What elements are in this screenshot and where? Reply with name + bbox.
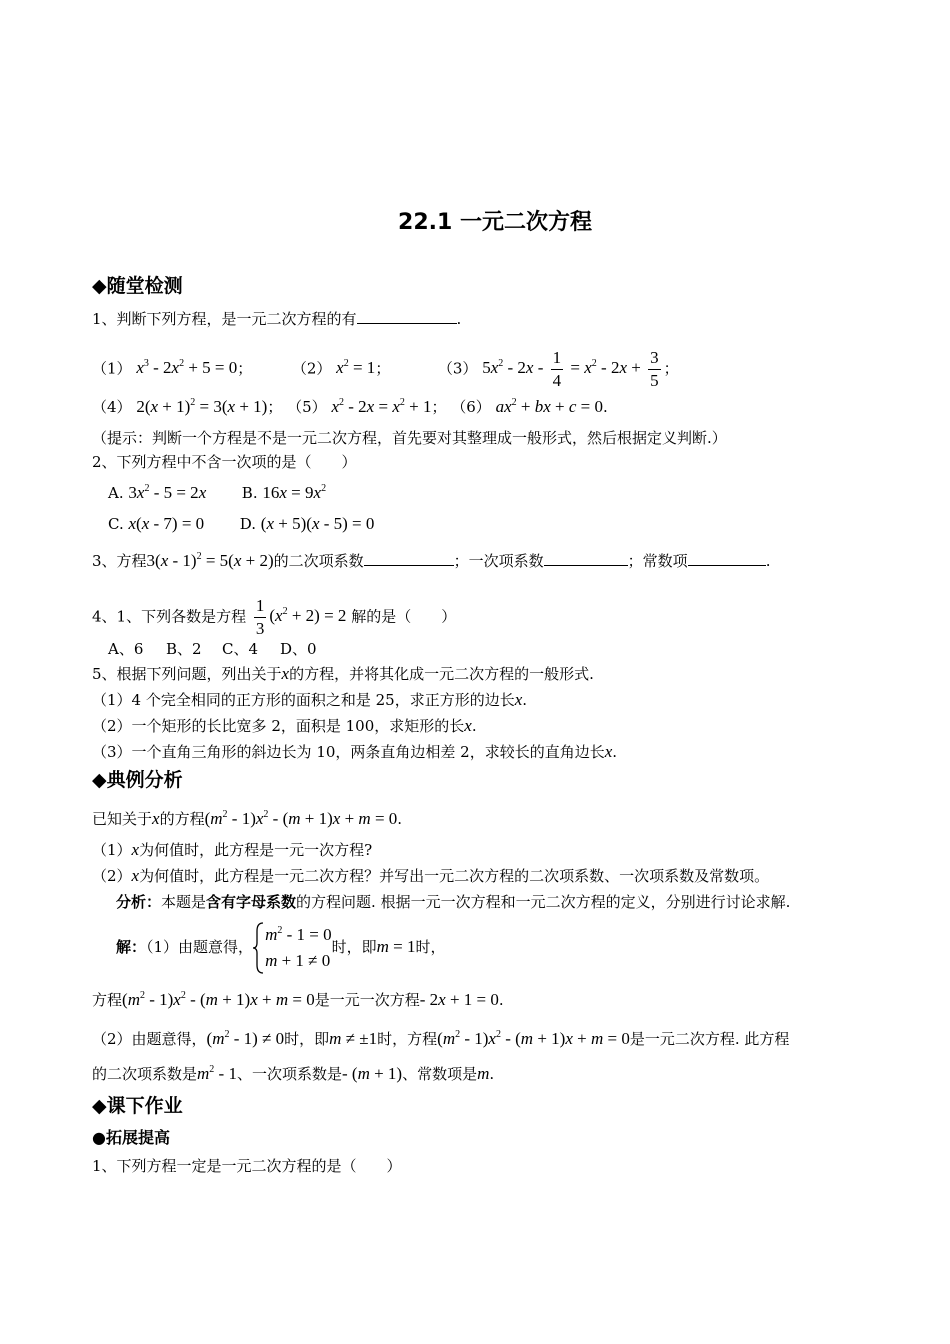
punct: .: [612, 743, 618, 761]
solution-text: 时，: [415, 938, 446, 956]
item-label: （3）: [437, 359, 478, 378]
option-a: $3x^2 - 5 = 2x$: [128, 483, 207, 502]
part-label: （1）: [92, 841, 132, 859]
example-equation: $(m^2 - 1)x^2 - (m + 1)x + m = 0$: [204, 809, 398, 828]
option-b-label: B.: [241, 484, 258, 502]
item-label: （1）: [92, 359, 132, 378]
question-5-part-1: （1）4 个完全相同的正方形的面积之和是 25，求正方形的边长x.: [92, 690, 528, 709]
question-3-text: ；常数项: [627, 552, 688, 570]
analysis-text: 本题是: [161, 893, 207, 911]
example-analysis: [116, 892, 790, 912]
question-1-hint: （提示：判断一个方程是不是一元二次方程，首先要对其整理成一般形式，然后根据定义判断.）: [92, 429, 727, 447]
brace-icon: [253, 921, 265, 975]
example-solution-line-3: 的二次项系数是$m^2 - 1$、一次项系数是- (m + 1)、常数项是m.: [92, 1064, 495, 1083]
part-text: （2）一个矩形的长比宽多 2，面积是 100，求矩形的长: [92, 717, 465, 735]
question-5-text: 5、根据下列问题，列出关于: [92, 665, 282, 683]
question-4-equation: $\frac{1}{3}$ $(x^2 + 2) = 2$: [255, 596, 347, 638]
example-solution-1: 解：（1）由题意得， $m^2 - 1 = 0$ m + 1 ≠ 0 时，即m = 1时，: [116, 918, 446, 976]
punct: .: [765, 552, 771, 570]
answer-blank: [688, 551, 766, 566]
solution-text: 时，即: [284, 1030, 330, 1048]
subsection-extend: ●拓展提高: [92, 1128, 170, 1147]
analysis-keyword: 含有字母系数: [206, 893, 297, 911]
punct: .: [471, 717, 477, 735]
option-c: C、4: [222, 640, 259, 658]
answer-blank: [357, 309, 457, 324]
answer-blank: [544, 551, 628, 566]
part-text: 为何值时，此方程是一元二次方程？并写出一元二次方程的二次项系数、一次项系数及常数项。: [139, 867, 770, 885]
solution-text: 是一元一次方程: [314, 991, 420, 1009]
option-a-label: A.: [108, 484, 124, 502]
solution-label: 解：: [116, 938, 147, 956]
question-4: [92, 595, 456, 640]
question-5-text: 的方程，并将其化成一元二次方程的一般形式.: [289, 665, 594, 683]
option-d: (x + 5)(x - 5) = 0: [260, 514, 375, 533]
equation-4: $2(x + 1)^2 = 3(x + 1)$: [136, 397, 268, 416]
question-1-items-row-1: （1） $x^3 - 2x^2 + 5 = 0$； （2） $x^2 = 1$； （3） $5x^2 - 2x$ - $\frac{1}{4}$ = $x^2 - 2x$ + $\frac{3}{5}$ ；: [92, 348, 679, 390]
part-label: （2）: [92, 867, 132, 885]
question-3-text: ；一次项系数: [453, 552, 544, 570]
option-b: B、2: [166, 640, 202, 658]
section-homework: ◆课下作业: [92, 1095, 183, 1117]
option-c: x(x - 7) = 0: [128, 514, 205, 533]
part-text: （3）一个直角三角形的斜边长为 10，两条直角边相差 2，求较长的直角边长: [92, 743, 605, 761]
analysis-text: 的方程问题. 根据一元一次方程和一元二次方程的定义，分别进行讨论求解.: [296, 893, 791, 911]
item-label: （4）: [92, 398, 132, 416]
punct: .: [456, 310, 462, 328]
solution-text: 方程: [92, 991, 123, 1009]
example-solution-line-1: 方程$(m^2 - 1)x^2 - (m + 1)x + m = 0$是一元一次方程- 2x + 1 = 0.: [92, 990, 504, 1009]
solution-text: 是一元二次方程. 此方程: [629, 1030, 790, 1048]
punct: .: [522, 691, 528, 709]
solution-text: （2）由题意得，: [92, 1030, 207, 1048]
solution-text: 时，方程: [377, 1030, 438, 1048]
option-d-label: D.: [239, 515, 257, 533]
item-label: （6）: [451, 398, 491, 416]
question-4-prefix: 4、1、下列各数是方程: [92, 607, 247, 626]
question-3-prefix: 3、方程: [92, 552, 147, 570]
question-4-options: [108, 639, 317, 659]
equation-2: $x^2 = 1$: [336, 358, 376, 378]
question-5-part-2: （2）一个矩形的长比宽多 2，面积是 100，求矩形的长x.: [92, 716, 477, 735]
section-example-analysis: ◆典例分析: [92, 769, 183, 791]
analysis-label: 分析：: [116, 893, 162, 911]
question-1-stem: 1、判断下列方程，是一元二次方程的有: [92, 310, 357, 328]
option-c-label: C.: [108, 515, 124, 533]
example-part-2: （2）x为何值时，此方程是一元二次方程？并写出一元二次方程的二次项系数、一次项系数及常数项。: [92, 866, 770, 885]
example-text: 已知关于: [92, 810, 153, 828]
option-a: A、6: [108, 640, 144, 658]
question-3-equation: 3(x - 1)$^2$ = 5(x + 2): [146, 551, 274, 570]
question-5: 5、根据下列问题，列出关于x的方程，并将其化成一元二次方程的一般形式.: [92, 664, 594, 683]
page-title: 22.1 一元二次方程: [398, 210, 592, 235]
question-2-options-row-1: [108, 483, 326, 503]
part-text: 为何值时，此方程是一元一次方程?: [139, 841, 373, 859]
solution-text: 的二次项系数是: [92, 1065, 198, 1083]
part-text: （1）4 个完全相同的正方形的面积之和是 25，求正方形的边长: [92, 691, 515, 709]
example-solution-line-2: （2）由题意得，$(m^2 - 1) \ne 0$时，即m ≠ ±1时，方程$(m^2 - 1)x^2 - (m + 1)x + m = 0$是一元二次方程. 此方程: [92, 1029, 790, 1048]
section-in-class-check: ◆随堂检测: [92, 275, 183, 297]
solution-text: 、一次项系数是: [236, 1065, 342, 1083]
question-3: [92, 551, 770, 571]
example-stem: 已知关于x的方程$(m^2 - 1)x^2 - (m + 1)x + m = 0$.: [92, 809, 403, 828]
answer-blank: [364, 551, 454, 566]
example-text: 的方程: [159, 810, 205, 828]
item-label: （5）: [287, 398, 327, 416]
equation-1: $x^3 - 2x^2 + 5 = 0$: [136, 358, 238, 378]
equation-5: $x^2 - 2x = x^2 + 1$: [331, 397, 432, 416]
solution-text: （1）由题意得，: [146, 938, 254, 956]
question-2: 2、下列方程中不含一次项的是（ ）: [92, 453, 357, 471]
question-2-options-row-2: [108, 514, 374, 534]
question-4-suffix: 解的是（ ）: [351, 607, 457, 626]
question-1: [92, 309, 461, 329]
example-part-1: （1）x为何值时，此方程是一元一次方程?: [92, 840, 373, 859]
question-1-items-row-2: （4） $2(x + 1)^2 = 3(x + 1)$； （5） $x^2 - 2x = x^2 + 1$； （6） $ax^2$ + bx + c = 0.: [92, 397, 608, 416]
question-5-part-3: （3）一个直角三角形的斜边长为 10，两条直角边相差 2，求较长的直角边长x.: [92, 742, 618, 761]
solution-text: 、常数项是: [402, 1065, 478, 1083]
equation-6: $ax^2$ + bx + c = 0: [495, 397, 603, 416]
equation-3: $5x^2 - 2x$ - $\frac{1}{4}$ = $x^2 - 2x$ + $\frac{3}{5}$: [482, 348, 659, 390]
question-3-text: 的二次项系数: [273, 552, 364, 570]
solution-text: 时，即: [331, 938, 377, 956]
item-label: （2）: [291, 359, 332, 378]
option-d: D、0: [280, 640, 317, 658]
homework-question-1: 1、下列方程一定是一元二次方程的是（ ）: [92, 1157, 402, 1175]
option-b: $16x = 9x^2$: [262, 483, 327, 502]
condition-system: $m^2 - 1 = 0$ m + 1 ≠ 0: [265, 925, 332, 970]
